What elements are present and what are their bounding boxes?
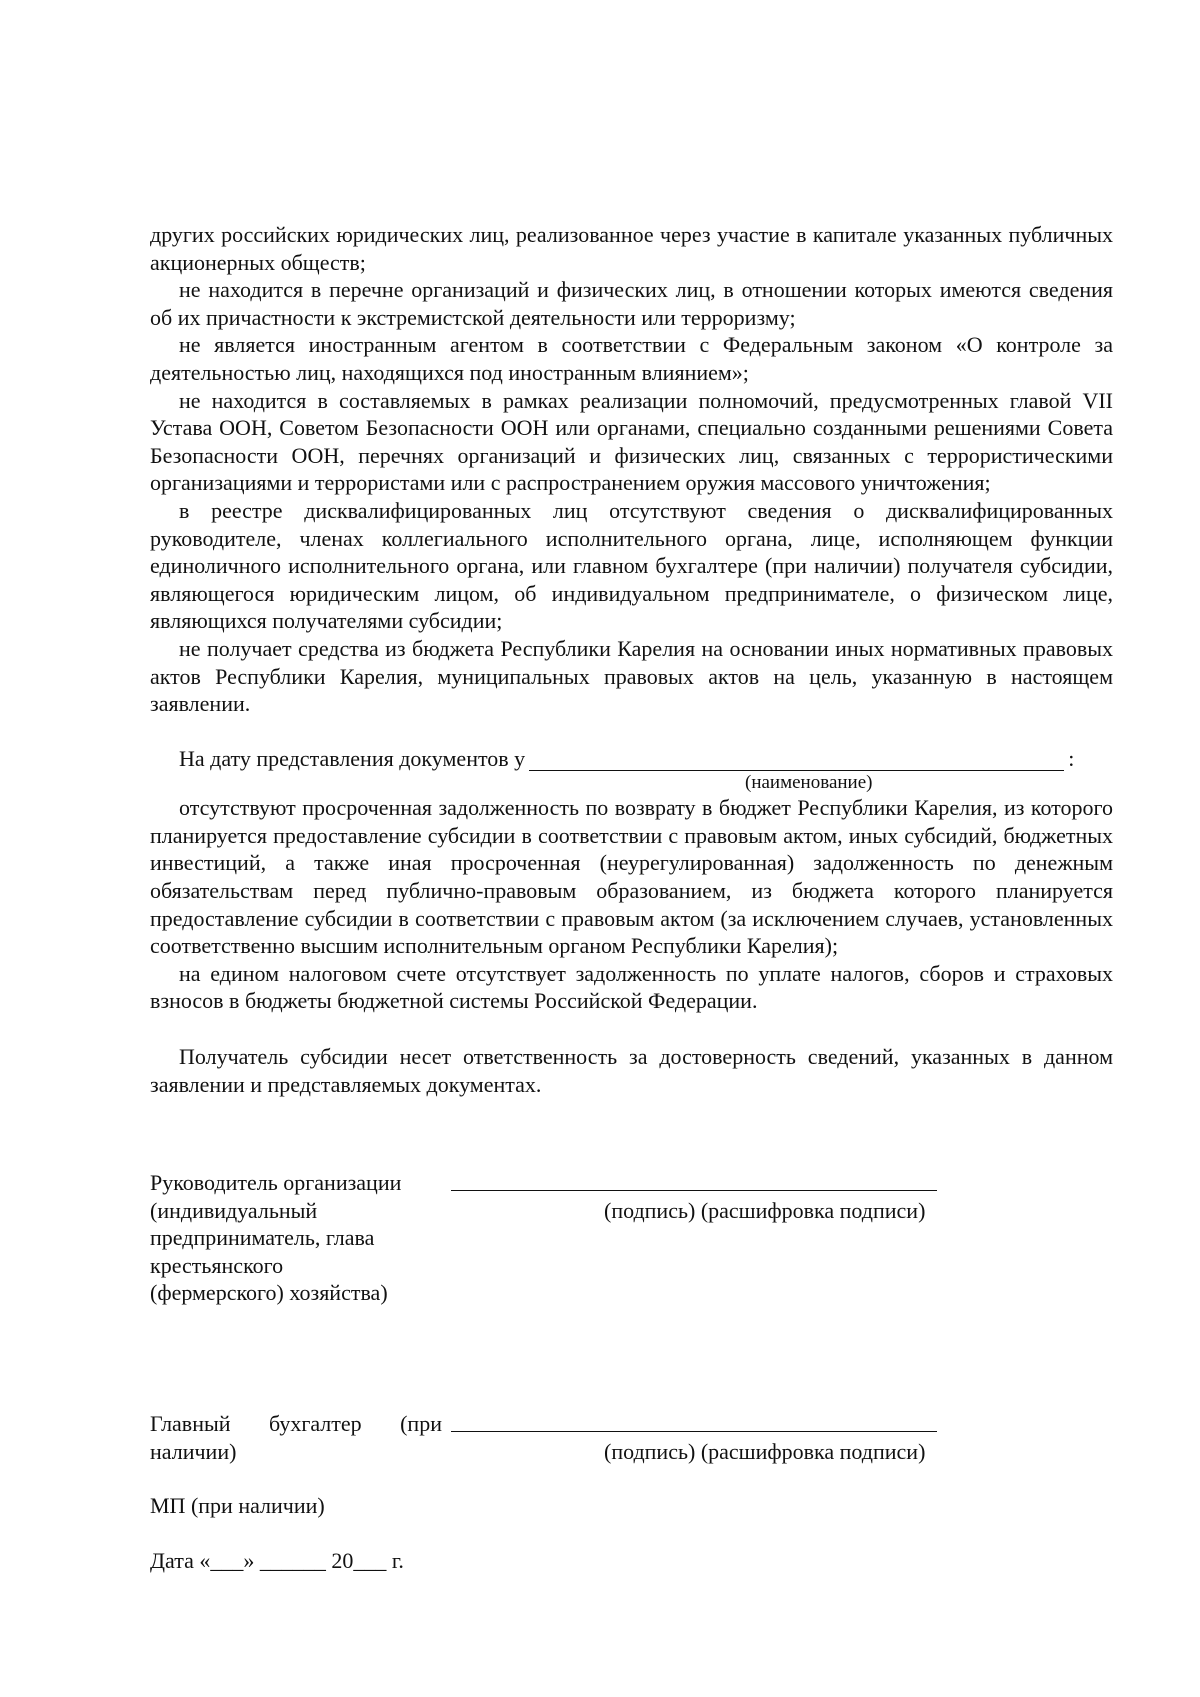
accountant-label-line: наличии)	[150, 1438, 237, 1464]
accountant-word: (при	[400, 1411, 442, 1436]
paragraph-un-lists: не находится в составляемых в рамках реализации полномочий, предусмотренных главой VII Устава ООН, Советом Безопасности ООН или органами, специально созданными решениями Совета Безопасности ООН, перечнях организаций и физических лиц, связанных с террористическими организациями и террористами или с распространением оружия массового уничтожения;	[150, 387, 1113, 496]
paragraph-responsibility: Получатель субсидии несет ответственность за достоверность сведений, указанных в данном заявлении и представляемых документах.	[150, 1044, 1113, 1097]
paragraph-debt: отсутствуют просроченная задолженность по возврату в бюджет Республики Карелия, из которого планируется предоставление субсидии в соответствии с правовым актом, иных субсидий, бюджетных инвестиций, а также иная просроченная (неурегулированная) задолженность по денежным обязательствам перед публично-правовым образованием, из бюджета которого планируется предоставление субсидии в соответствии с правовым актом (за исключением случаев, установленных соответственно высшим исполнительным органом Республики Карелия);	[150, 795, 1113, 959]
date-colon: :	[1068, 745, 1075, 771]
document-body	[150, 221, 1113, 1098]
paragraph-extremism: не находится в перечне организаций и физических лиц, в отношении которых имеются сведения об их причастности к экстремистской деятельности или терроризму;	[150, 277, 1113, 330]
name-caption-row	[150, 772, 1113, 794]
head-label-line: (индивидуальный	[150, 1197, 318, 1223]
head-signature-caption: (подпись) (расшифровка подписи)	[604, 1198, 926, 1223]
head-label-line: (фермерского) хозяйства)	[150, 1280, 388, 1306]
paragraph-disqualified: в реестре дисквалифицированных лиц отсутствуют сведения о дисквалифицированных руководителе, членах коллегиального исполнительного органа, лице, исполняющем функции единоличного исполнительного органа, или главном бухгалтере (при наличии) получателя субсидии, являющегося юридическим лицом, об индивидуальном предпринимателе, о физическом лице, являющихся получателями субсидии;	[150, 497, 1113, 634]
organization-name-field[interactable]	[529, 746, 1064, 771]
date-statement-line	[150, 745, 1113, 773]
paragraph-foreign-agent: не является иностранным агентом в соответствии с Федеральным законом «О контроле за деятельностью лиц, находящихся под иностранным влиянием»;	[150, 332, 1113, 385]
paragraph-continuation: других российских юридических лиц, реализованное через участие в капитале указанных публичных акционерных обществ;	[150, 222, 1113, 275]
accountant-signature-caption: (подпись) (расшифровка подписи)	[604, 1439, 926, 1464]
paragraph-other-funds: не получает средства из бюджета Республики Карелия на основании иных нормативных правовых актов Республики Карелия, муниципальных правовых актов на цель, указанную в настоящем заявлении.	[150, 635, 1113, 717]
accountant-label	[150, 1410, 442, 1465]
date-field[interactable]: Дата «___» ______ 20___ г.	[150, 1548, 404, 1573]
paragraph-tax: на едином налоговом счете отсутствует задолженность по уплате налогов, сборов и страховых взносов в бюджеты бюджетной системы Российской Федерации.	[150, 960, 1113, 1014]
head-label	[150, 1169, 401, 1307]
date-intro: На дату представления документов у	[179, 745, 526, 771]
head-label-line: Руководитель организации	[150, 1170, 402, 1195]
head-label-line: предприниматель, глава	[150, 1225, 375, 1251]
head-label-line: крестьянского	[150, 1252, 284, 1278]
name-caption: (наименование)	[745, 772, 873, 794]
accountant-signature-line[interactable]	[451, 1431, 937, 1432]
head-signature-line[interactable]	[451, 1190, 937, 1191]
stamp-label: МП (при наличии)	[150, 1493, 325, 1518]
accountant-label-line	[150, 1410, 442, 1438]
accountant-word: бухгалтер	[268, 1411, 362, 1436]
accountant-word: Главный	[150, 1411, 231, 1436]
